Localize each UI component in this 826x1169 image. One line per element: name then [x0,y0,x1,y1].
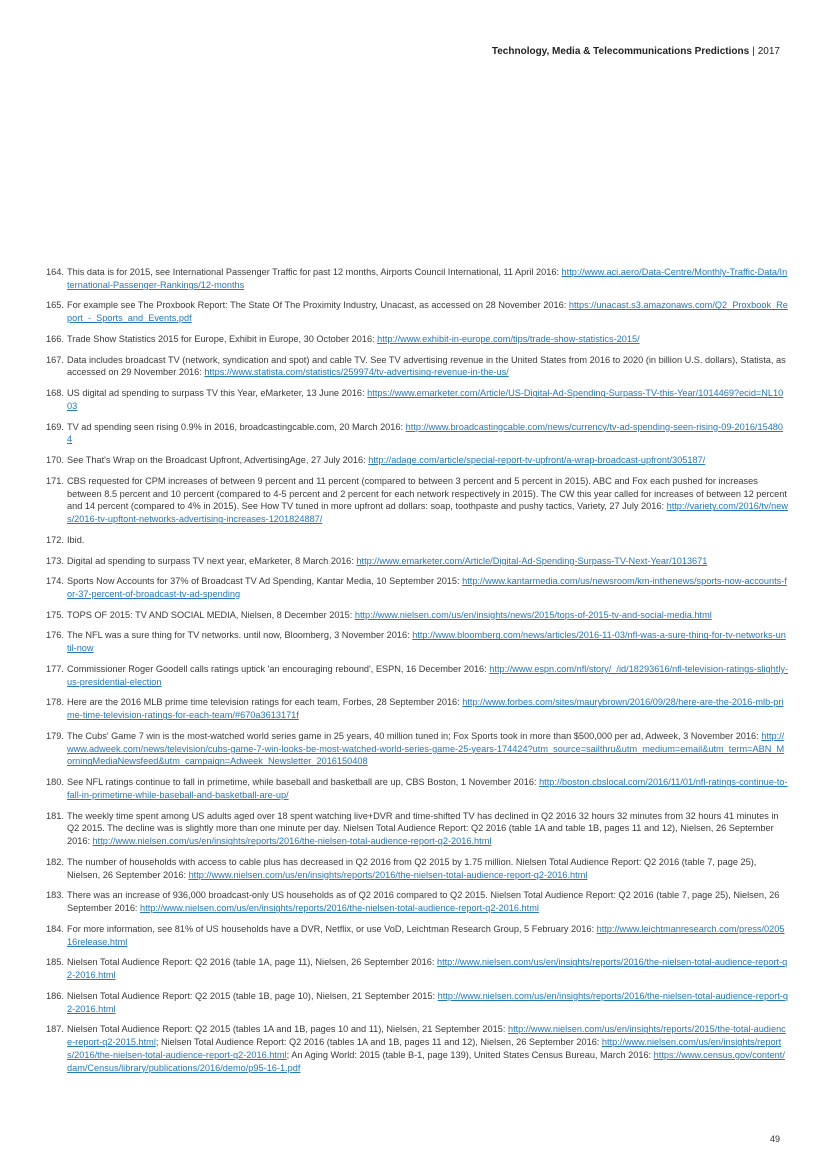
endnote-number: 173. [46,555,64,566]
endnote-text [67,776,788,802]
endnote [46,354,788,380]
endnote-text [67,696,788,722]
endnote [46,266,788,292]
endnote-citation: Trade Show Statistics 2015 for Europe, Exhibit in Europe, 30 October 2016: [67,333,378,344]
endnote-text [67,454,788,467]
endnote-citation: ; An Aging World: 2015 (table B-1, page 139), United States Census Bureau, March 2016: [286,1049,654,1060]
endnote [46,856,788,882]
endnote-citation: CBS requested for CPM increases of between 9 percent and 11 percent (compared to between 3 percent and 5 percent in 2015). ABC and Fox each pushed for increases between 8.5 percent and 10 percent (compared to 4-5 percent and 2 percent for each network respectively in 2015). The CW this year called for increases of between 12 percent and 14 percent (compared to 4% in 2015). See How TV tuned in more upfront ad dollars: soap, toothpaste and pushy tactics, Variety, 27 July 2016: [67,475,787,512]
endnote-number: 169. [46,421,64,432]
endnote-citation: See NFL ratings continue to fall in primetime, while baseball and basketball are up, CBS Boston, 1 November 2016: [67,777,540,788]
endnote-text [67,354,788,380]
endnote-text [67,1023,788,1074]
endnote-link[interactable]: https://www.census.gov/content/dam/Census/library/publications/2016/demo/p95-16-1.pdf [67,1049,785,1073]
endnote [46,810,788,848]
endnote-citation: Nielsen Total Audience Report: Q2 2016 (table 1A, page 11), Nielsen, 26 September 2016: [67,957,437,968]
endnote-number: 184. [46,923,64,934]
endnote-text [67,266,788,292]
endnote-citation: TOPS OF 2015: TV AND SOCIAL MEDIA, Nielsen, 8 December 2015: [67,609,355,620]
endnote [46,889,788,915]
endnote-number: 180. [46,777,64,788]
endnotes-list [46,266,788,1082]
endnote [46,663,788,689]
endnote-text [67,575,788,601]
endnote-citation: See That's Wrap on the Broadcast Upfront, AdvertisingAge, 27 July 2016: [67,455,369,466]
endnote-number: 164. [46,267,64,277]
endnote [46,534,788,547]
endnote-number: 186. [46,990,64,1001]
endnote-citation: Nielsen Total Audience Report: Q2 2015 (tables 1A and 1B, pages 10 and 11), Nielsen, 21 September 2015: [67,1024,508,1035]
endnote [46,299,788,325]
endnote [46,956,788,982]
endnote-link[interactable]: http://www.nielsen.com/us/en/insights/reports/2016/the-nielsen-total-audience-report-q2-2016.html [67,1037,782,1060]
endnote-link[interactable]: http://boston.cbslocal.com/2016/11/01/nfl-ratings-continue-to-fall-in-primetime-while-baseball-and-basketball-are-up/ [67,777,788,800]
endnote-link[interactable]: http://adage.com/article/special-report-tv-upfront/a-wrap-broadcast-upfront/305187/ [368,455,706,466]
endnote-citation: For more information, see 81% of US households have a DVR, Netflix, or use VoD, Leichtman Research Group, 5 February 2016: [67,923,597,934]
endnote-citation: Here are the 2016 MLB prime time television ratings for each team, Forbes, 28 September 2016: [67,697,463,708]
endnote-text [67,810,788,848]
endnote-number: 174. [46,576,64,587]
endnote-citation: There was an increase of 936,000 broadcast-only US households as of Q2 2016 compared to Q2 2015. Nielsen Total Audience Report: Q2 2016 (table 7, page 25), Nielsen, 26 September 2016: [67,890,780,914]
endnote-citation: Nielsen Total Audience Report: Q2 2015 (table 1B, page 10), Nielsen, 21 September 2015: [67,990,438,1001]
report-title: Technology, Media & Telecommunications Predictions [491,46,750,57]
endnote-citation: The Cubs' Game 7 win is the most-watched world series game in 25 years, 40 million tuned in; Fox Sports took in more than $500,000 per ad, Adweek, 3 November 2016: [67,730,762,741]
endnote-citation: This data is for 2015, see International Passenger Traffic for past 12 months, Airports Council International, 11 April 2016: [67,267,562,277]
endnote-link[interactable]: http://www.nielsen.com/us/en/insights/reports/2016/the-nielsen-total-audience-report-q2-2016.html [140,903,539,914]
endnote [46,990,788,1016]
endnote-link[interactable]: http://www.emarketer.com/Article/Digital-Ad-Spending-Surpass-TV-Next-Year/1013671 [356,555,708,566]
endnote-link[interactable]: http://www.bloomberg.com/news/articles/2016-11-03/nfl-was-a-sure-thing-for-tv-networks-until-now [67,630,786,654]
endnote [46,609,788,622]
endnote-citation: Ibid. [67,534,85,545]
endnote [46,421,788,447]
endnote-text [67,387,788,413]
endnote-text [67,299,788,325]
endnote-link[interactable]: http://variety.com/2016/tv/news/2016-tv-upftont-networks-advertising-increases-1201824887/ [67,501,788,525]
endnote-link[interactable]: http://www.nielsen.com/us/en/insights/reports/2016/the-nielsen-total-audience-report-q2-2016.html [67,990,788,1014]
endnote [46,696,788,722]
endnote-number: 171. [46,475,64,486]
endnote [46,629,788,655]
report-year: 2017 [757,46,780,57]
endnote-link[interactable]: http://www.exhibit-in-europe.com/tips/trade-show-statistics-2015/ [377,333,640,344]
endnote-text [67,889,788,915]
endnote-citation: Sports Now Accounts for 37% of Broadcast TV Ad Spending, Kantar Media, 10 September 2015: [67,576,463,587]
endnote [46,333,788,346]
endnote-text [67,475,788,526]
endnote-number: 179. [46,730,64,741]
endnote-number: 176. [46,630,64,641]
endnote-link[interactable]: http://www.adweek.com/news/television/cubs-game-7-win-looks-be-most-watched-world-series-game-25-years-174424?utm_source=sailthru&utm_medium=email&utm_term=ABN_MorningMediaNewsfeed&utm_campaign=Adweek_Newsletter_2016150408 [67,730,785,767]
endnote-text [67,856,788,882]
endnote-link[interactable]: http://www.nielsen.com/us/en/insights/reports/2016/the-nielsen-total-audience-report-q2-2016.html [188,869,588,880]
endnote-number: 181. [46,810,64,821]
endnote-citation: ; Nielsen Total Audience Report: Q2 2016 (tables 1A and 1B, pages 11 and 12), Nielsen, 26 September 2016: [155,1037,602,1048]
endnote-text [67,333,788,346]
endnote-citation: Digital ad spending to surpass TV next year, eMarketer, 8 March 2016: [67,555,357,566]
endnote-number: 177. [46,663,64,674]
endnote-text [67,609,788,622]
endnote-link[interactable]: http://www.nielsen.com/us/en/insights/reports/2015/the-total-audience-report-q2-2015.html [67,1024,786,1048]
endnote-link[interactable]: https://www.emarketer.com/Article/US-Digital-Ad-Spending-Surpass-TV-this-Year/1014469?ecid=NL1003 [67,388,784,411]
endnote-number: 187. [46,1024,64,1035]
endnote [46,730,788,768]
endnote-link[interactable]: https://www.statista.com/statistics/259974/tv-advertising-revenue-in-the-us/ [204,367,509,378]
endnote [46,387,788,413]
endnote-text [67,663,788,689]
page-header [492,46,780,57]
page-number: 49 [769,1134,780,1144]
endnote-text [67,956,788,982]
endnote-link[interactable]: http://www.espn.com/nfl/story/_/id/18293616/nfl-television-ratings-slightly-us-presidential-election [67,663,789,687]
endnote [46,555,788,568]
endnote-number: 178. [46,697,64,708]
endnote-number: 185. [46,957,64,968]
endnote-text [67,555,788,568]
endnote-citation: Data includes broadcast TV (network, syndication and spot) and cable TV. See TV advertising revenue in the United States from 2016 to 2020 (in billion U.S. dollars), Statista, as accessed on 29 November 2016: [67,354,786,378]
endnote [46,575,788,601]
endnote-link[interactable]: http://www.nielsen.com/us/en/insights/reports/2016/the-nielsen-total-audience-report-q2-2016.html [67,957,788,981]
endnote-link[interactable]: http://www.kantarmedia.com/us/newsroom/km-inthenews/sports-now-accounts-for-37-percent-of-broadcast-tv-ad-spending [67,576,787,600]
endnote-number: 166. [46,333,64,344]
endnote-text [67,629,788,655]
endnote [46,454,788,467]
endnote-citation: US digital ad spending to surpass TV this Year, eMarketer, 13 June 2016: [67,388,368,399]
endnote-link[interactable]: https://unacast.s3.amazonaws.com/Q2_Proxbook_Report_-_Sports_and_Events.pdf [67,300,788,324]
endnote-link[interactable]: http://www.broadcastingcable.com/news/currency/tv-ad-spending-seen-rising-09-2016/154804 [67,421,784,445]
endnote-number: 167. [46,354,64,365]
endnote-text [67,421,788,447]
endnote-number: 182. [46,856,64,867]
endnote-link[interactable]: http://www.forbes.com/sites/maurybrown/2016/09/28/here-are-the-2016-mlb-prime-time-television-ratings-for-each-team/#670a3613171f [67,697,784,721]
endnote [46,475,788,526]
endnote-citation: For example see The Proxbook Report: The State Of The Proximity Industry, Unacast, as accessed on 28 November 2016: [67,300,569,311]
endnote-number: 168. [46,388,64,399]
endnote-citation: The weekly time spent among US adults aged over 18 spent watching live+DVR and time-shifted TV has declined in Q2 2016 32 hours 32 minutes from 32 hours 41 minutes in Q2 2015. The decline was is slightly more than one minute per day. Nielsen Total Audience Report: Q2 2016 (table 1A and table 1B, pages 11 and 12), Nielsen, 26 September 2016: [67,810,779,847]
endnote-citation: The number of households with access to cable plus has decreased in Q2 2016 from Q2 2015 by 1.75 million. Nielsen Total Audience Report: Q2 2016 (table 7, page 25), Nielsen, 26 September 2016: [67,856,757,880]
endnote [46,923,788,949]
endnote [46,776,788,802]
endnote-link[interactable]: http://www.nielsen.com/us/en/insights/reports/2016/the-nielsen-total-audience-report-q2-2016.html [92,836,492,847]
endnote-text [67,730,788,768]
endnote-citation: Commissioner Roger Goodell calls ratings uptick 'an encouraging rebound', ESPN, 16 December 2016: [67,663,490,674]
endnote-text [67,923,788,949]
endnote-number: 172. [46,534,64,545]
endnote-link[interactable]: http://www.nielsen.com/us/en/insights/news/2015/tops-of-2015-tv-and-social-media.html [354,609,712,620]
endnote-number: 170. [46,455,64,466]
endnote-link[interactable]: http://www.leichtmanresearch.com/press/020516release.html [67,923,785,947]
endnote-text [67,990,788,1016]
endnote-citation: TV ad spending seen rising 0.9% in 2016, broadcastingcable.com, 20 March 2016: [67,421,406,432]
endnote-citation: The NFL was a sure thing for TV networks. until now, Bloomberg, 3 November 2016: [67,630,413,641]
endnote-number: 165. [46,300,64,311]
endnote [46,1023,788,1074]
endnote-number: 175. [46,609,64,620]
endnote-text [67,534,788,547]
header-separator: | [752,46,755,57]
endnote-number: 183. [46,890,64,901]
endnote-link[interactable]: http://www.aci.aero/Data-Centre/Monthly-Traffic-Data/International-Passenger-Rankings/12-months [67,267,788,290]
